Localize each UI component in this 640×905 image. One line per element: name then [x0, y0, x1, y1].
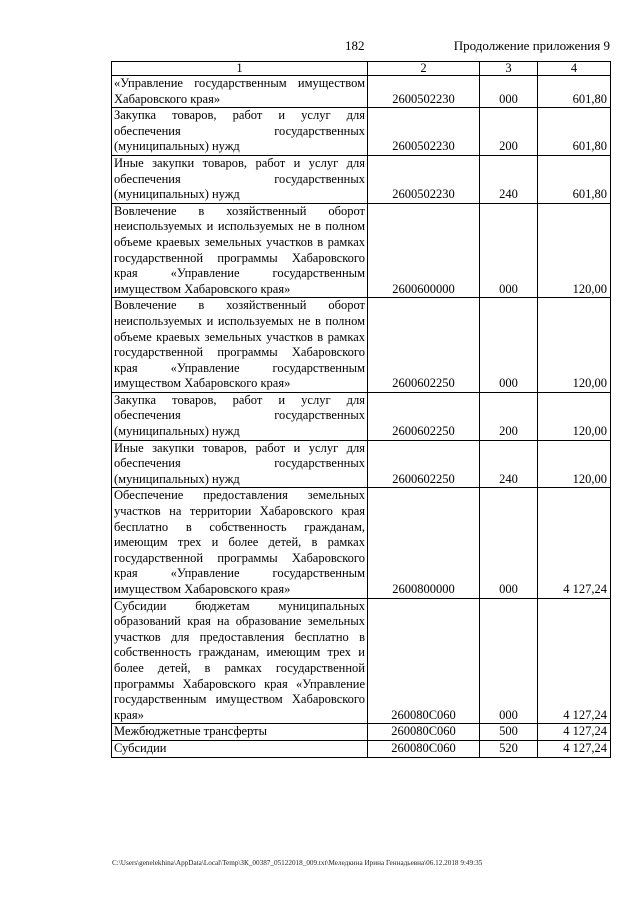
column-header: 3 — [480, 62, 538, 76]
row-amount: 4 127,24 — [538, 740, 611, 757]
column-header: 2 — [368, 62, 480, 76]
row-type: 240 — [480, 155, 538, 203]
row-amount: 120,00 — [538, 440, 611, 488]
table-row — [112, 298, 611, 393]
row-type: 000 — [480, 203, 538, 298]
row-amount: 601,80 — [538, 108, 611, 156]
footer-file-path: C:\Users\genelekhina\AppData\Local\Temp\ЗК_00387_05122018_009.txt\Меледкина Ирина Геннадьевна\06.12.2018 9:49:35 — [112, 859, 483, 867]
row-name: Вовлечение в хозяйственный оборот неиспользуемых и используемых не в полном объеме краевых земельных участков в рамках государственной программы Хабаровского края «Управление государственным имуществом Хабаровского края» — [112, 203, 368, 298]
row-type: 000 — [480, 298, 538, 393]
row-type: 200 — [480, 108, 538, 156]
row-name: Закупка товаров, работ и услуг для обеспечения государственных (муниципальных) нужд — [112, 392, 368, 440]
row-code: 2600600000 — [368, 203, 480, 298]
row-code: 2600800000 — [368, 488, 480, 598]
row-name: Субсидии — [112, 740, 368, 757]
column-header: 1 — [112, 62, 368, 76]
row-code: 2600502230 — [368, 108, 480, 156]
row-type: 500 — [480, 724, 538, 741]
row-name: Закупка товаров, работ и услуг для обеспечения государственных (муниципальных) нужд — [112, 108, 368, 156]
row-code: 2600602250 — [368, 298, 480, 393]
table-row — [112, 724, 611, 741]
row-name: «Управление государственным имуществом Хабаровского края» — [112, 76, 368, 108]
table-row — [112, 440, 611, 488]
table-row — [112, 488, 611, 598]
row-code: 2600502230 — [368, 76, 480, 108]
row-name: Межбюджетные трансферты — [112, 724, 368, 741]
table-row — [112, 392, 611, 440]
table-row — [112, 598, 611, 724]
row-amount: 4 127,24 — [538, 724, 611, 741]
continuation-label: Продолжение приложения 9 — [453, 38, 610, 53]
table-row — [112, 76, 611, 108]
row-name: Вовлечение в хозяйственный оборот неиспользуемых и используемых не в полном объеме краевых земельных участков в рамках государственной программы Хабаровского края «Управление государственным имуществом Хабаровского края» — [112, 298, 368, 393]
row-amount: 4 127,24 — [538, 488, 611, 598]
table-row — [112, 203, 611, 298]
column-header: 4 — [538, 62, 611, 76]
row-name: Субсидии бюджетам муниципальных образований края на образование земельных участков для предоставления бесплатно в собственность гражданам, имеющим трех и более детей, в рамках государственной программы Хабаровского края «Управление государственным имуществом Хабаровского края» — [112, 598, 368, 724]
row-amount: 4 127,24 — [538, 598, 611, 724]
row-type: 200 — [480, 392, 538, 440]
row-code: 260080С060 — [368, 740, 480, 757]
table-row — [112, 155, 611, 203]
row-amount: 120,00 — [538, 203, 611, 298]
row-name: Обеспечение предоставления земельных участков на территории Хабаровского края бесплатно в собственность гражданам, имеющим трех и более детей, в рамках государственной программы Хабаровского края «Управление государственным имуществом Хабаровского края» — [112, 488, 368, 598]
row-name: Иные закупки товаров, работ и услуг для обеспечения государственных (муниципальных) нужд — [112, 155, 368, 203]
table-header-row — [112, 62, 611, 76]
row-type: 000 — [480, 76, 538, 108]
row-amount: 601,80 — [538, 76, 611, 108]
row-name: Иные закупки товаров, работ и услуг для обеспечения государственных (муниципальных) нужд — [112, 440, 368, 488]
row-code: 260080С060 — [368, 598, 480, 724]
page-number: 182 — [345, 38, 365, 53]
row-code: 2600502230 — [368, 155, 480, 203]
row-type: 240 — [480, 440, 538, 488]
row-amount: 120,00 — [538, 392, 611, 440]
row-amount: 120,00 — [538, 298, 611, 393]
row-amount: 601,80 — [538, 155, 611, 203]
row-code: 2600602250 — [368, 392, 480, 440]
budget-table — [111, 61, 611, 758]
table-row — [112, 108, 611, 156]
row-code: 2600602250 — [368, 440, 480, 488]
row-type: 000 — [480, 598, 538, 724]
table-row — [112, 740, 611, 757]
row-type: 520 — [480, 740, 538, 757]
row-type: 000 — [480, 488, 538, 598]
row-code: 260080С060 — [368, 724, 480, 741]
